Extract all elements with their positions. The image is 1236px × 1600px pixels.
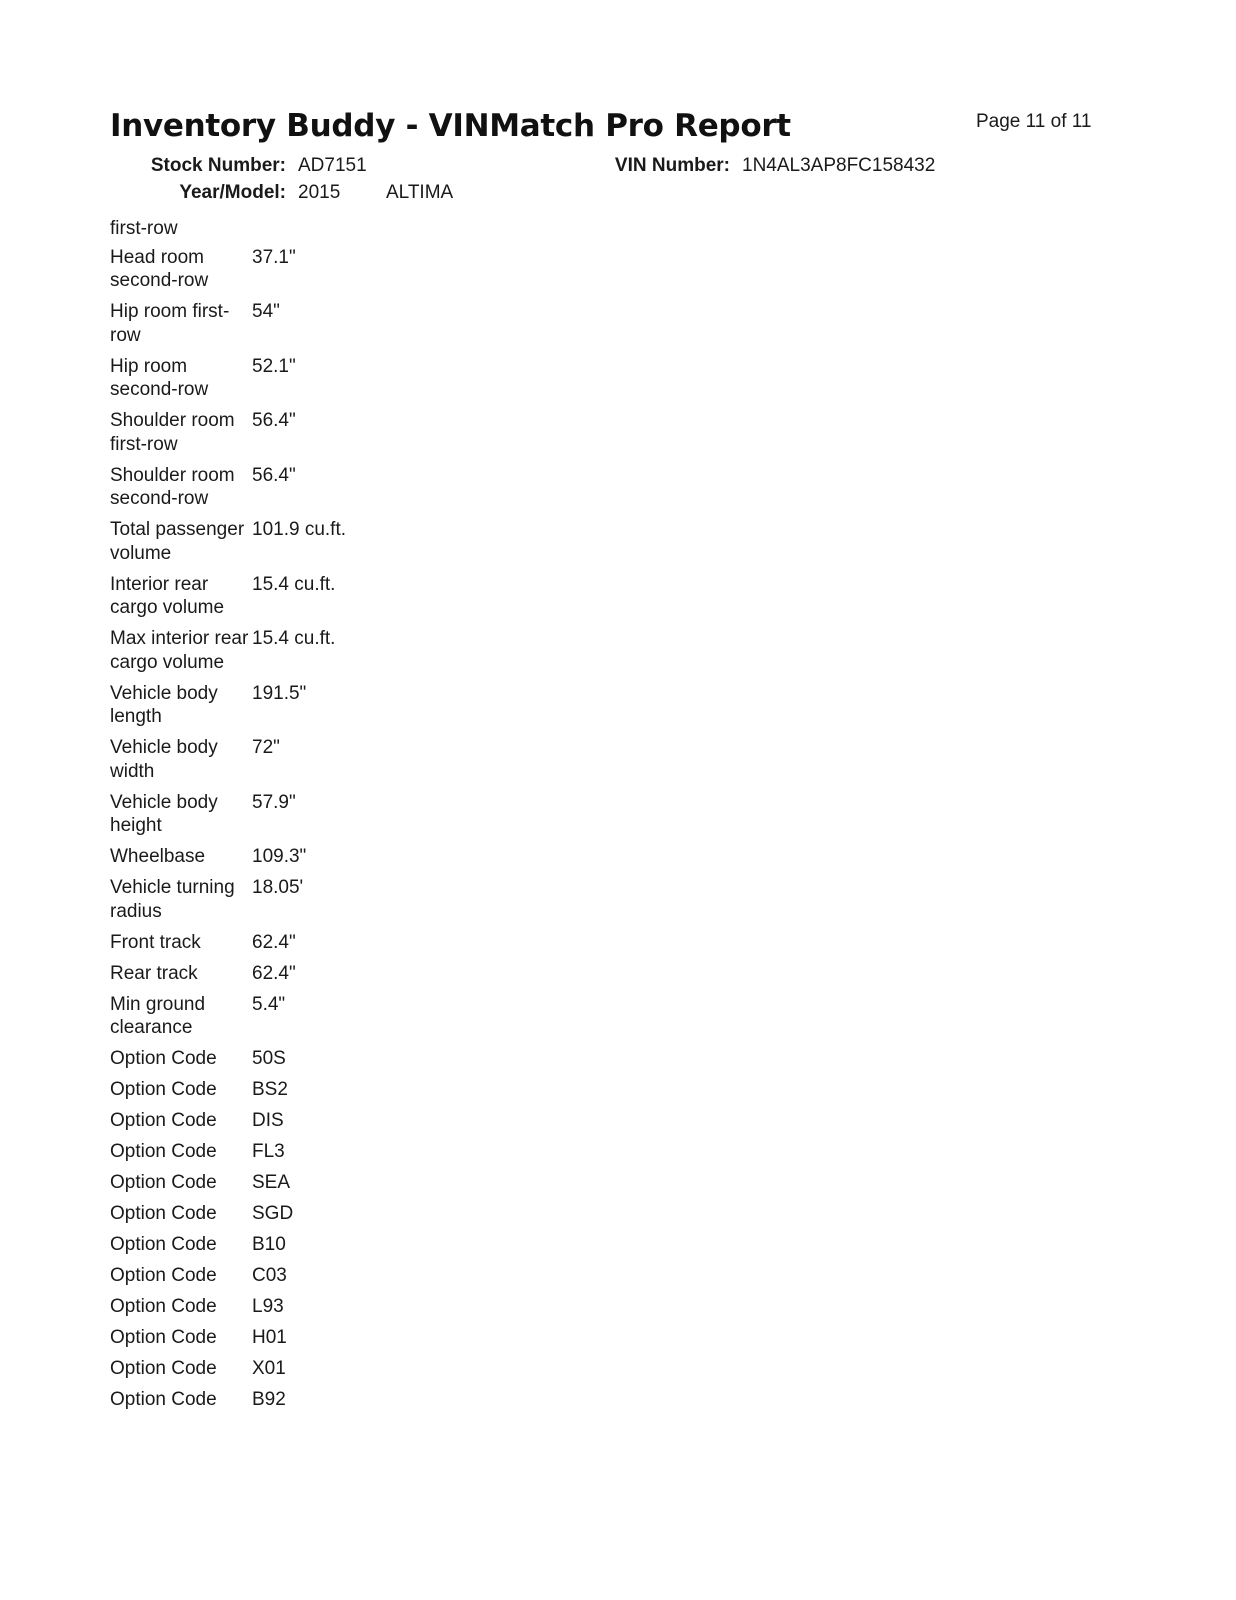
- spec-row: [110, 1078, 530, 1102]
- spec-row: [110, 246, 530, 293]
- spec-row: [110, 1233, 530, 1257]
- spec-row: [110, 1295, 530, 1319]
- spec-row: [110, 931, 530, 955]
- spec-row: [110, 1264, 530, 1288]
- spec-row: [110, 1109, 530, 1133]
- spec-label: Vehicle turning radius: [110, 877, 235, 922]
- spec-list: [110, 217, 530, 1419]
- vin-number-value: 1N4AL3AP8FC158432: [742, 155, 936, 176]
- spec-label: Interior rear cargo volume: [110, 573, 225, 618]
- spec-value: 56.4": [252, 464, 296, 486]
- spec-label: Max interior rear cargo volume: [110, 628, 249, 673]
- year-value: 2015: [298, 182, 341, 203]
- spec-label: Hip room first-row: [110, 301, 230, 346]
- spec-label: Shoulder room second-row: [110, 464, 235, 509]
- spec-value: H01: [252, 1327, 287, 1348]
- spec-value: 101.9 cu.ft.: [252, 519, 347, 540]
- spec-value: 52.1": [252, 355, 296, 377]
- spec-label: Option Code: [110, 1358, 217, 1379]
- spec-label: Total passenger volume: [110, 519, 245, 564]
- spec-value: 72": [252, 737, 280, 758]
- spec-label: Rear track: [110, 962, 198, 984]
- spec-value: B10: [252, 1234, 286, 1255]
- spec-row: [110, 1388, 530, 1412]
- stock-number-label: Stock Number:: [150, 155, 286, 176]
- spec-label: Hip room second-row: [110, 355, 209, 400]
- spec-row: [110, 300, 530, 347]
- stock-number-value: AD7151: [298, 155, 367, 176]
- spec-label: Option Code: [110, 1265, 217, 1286]
- spec-label: Shoulder room first-row: [110, 410, 235, 455]
- spec-label: Option Code: [110, 1048, 217, 1069]
- spec-value: 191.5": [252, 682, 307, 704]
- spec-label: Option Code: [110, 1296, 217, 1317]
- model-value: ALTIMA: [386, 182, 454, 203]
- vin-number-label: VIN Number:: [614, 155, 730, 176]
- spec-value: 37.1": [252, 246, 296, 268]
- spec-value: X01: [252, 1358, 286, 1379]
- report-title: Inventory Buddy - VINMatch Pro Report: [110, 108, 791, 144]
- spec-value: 5.4": [252, 993, 286, 1015]
- spec-label: Option Code: [110, 1110, 217, 1131]
- spec-row: [110, 993, 530, 1040]
- spec-label: Option Code: [110, 1234, 217, 1255]
- spec-row: [110, 627, 530, 674]
- page-number: Page 11 of 11: [976, 111, 1092, 132]
- spec-label: Option Code: [110, 1203, 217, 1224]
- spec-row: [110, 1202, 530, 1226]
- spec-value: 109.3": [252, 846, 307, 867]
- spec-row: [110, 1171, 530, 1195]
- spec-row: [110, 409, 530, 456]
- spec-row: [110, 518, 530, 565]
- spec-value: C03: [252, 1265, 287, 1286]
- spec-value: FL3: [252, 1141, 285, 1162]
- spec-value: L93: [252, 1296, 284, 1317]
- spec-row: [110, 845, 530, 869]
- spec-value: 15.4 cu.ft.: [252, 628, 336, 649]
- spec-label: Option Code: [110, 1172, 217, 1193]
- spec-row: [110, 1326, 530, 1350]
- spec-value: 50S: [252, 1048, 286, 1069]
- spec-row: [110, 1140, 530, 1164]
- spec-value: 56.4": [252, 410, 296, 431]
- spec-label: Vehicle body length: [110, 682, 218, 727]
- spec-value: 62.4": [252, 962, 296, 984]
- spec-label: Option Code: [110, 1079, 217, 1100]
- spec-row: [110, 791, 530, 838]
- spec-label: Option Code: [110, 1141, 217, 1162]
- spec-value: DIS: [252, 1110, 284, 1131]
- spec-value: SEA: [252, 1172, 291, 1193]
- spec-label: Wheelbase: [110, 846, 206, 867]
- year-model-label: Year/Model:: [179, 182, 286, 203]
- spec-label: Head room second-row: [110, 246, 209, 291]
- spec-row: [110, 464, 530, 511]
- spec-row: [110, 355, 530, 402]
- spec-label: Min ground clearance: [110, 993, 206, 1038]
- spec-row: [110, 682, 530, 729]
- spec-row: [110, 1357, 530, 1381]
- spec-value: 54": [252, 301, 280, 322]
- spec-carryover-text: first-row: [110, 218, 178, 239]
- spec-row: [110, 1047, 530, 1071]
- spec-label: Option Code: [110, 1389, 217, 1410]
- spec-value: 62.4": [252, 931, 296, 953]
- spec-value: B92: [252, 1389, 286, 1410]
- spec-value: 57.9": [252, 791, 296, 813]
- spec-rows: [110, 246, 530, 1412]
- spec-row: [110, 876, 530, 923]
- spec-row: [110, 736, 530, 783]
- spec-value: BS2: [252, 1079, 288, 1100]
- spec-row: [110, 962, 530, 986]
- spec-label: Option Code: [110, 1327, 217, 1348]
- spec-row: [110, 573, 530, 620]
- spec-label: Vehicle body width: [110, 737, 218, 782]
- spec-value: 15.4 cu.ft.: [252, 573, 336, 595]
- spec-value: 18.05': [252, 877, 304, 898]
- spec-value: SGD: [252, 1203, 294, 1224]
- spec-label: Front track: [110, 931, 201, 953]
- spec-label: Vehicle body height: [110, 791, 218, 836]
